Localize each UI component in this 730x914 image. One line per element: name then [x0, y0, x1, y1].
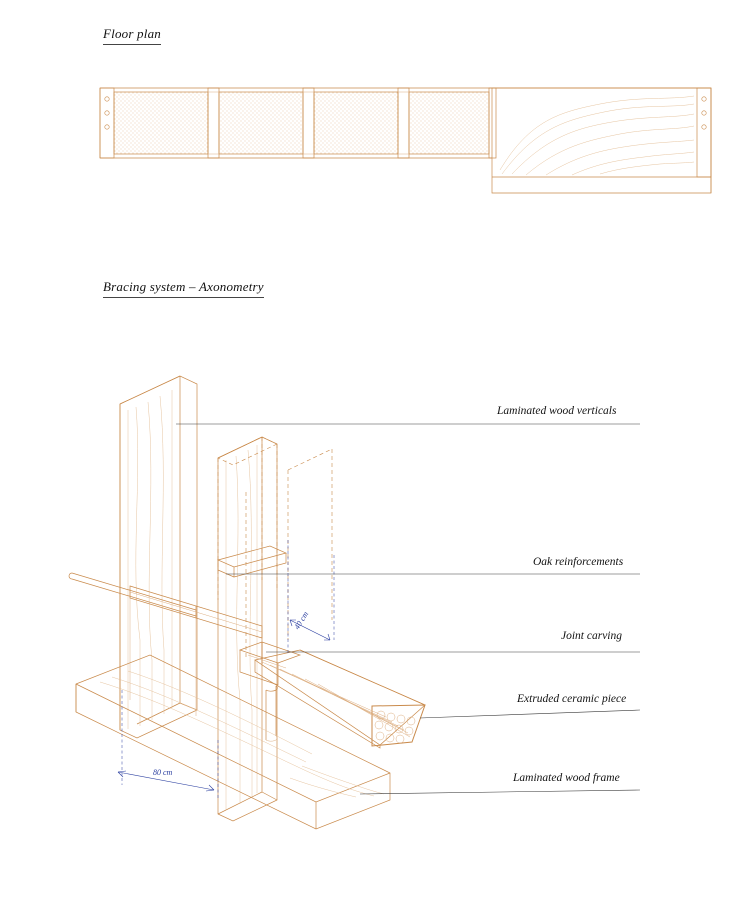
dimension-80cm: [118, 690, 218, 800]
dimension-label-80cm: 80 cm: [153, 768, 173, 777]
callout-laminated-wood-frame: Laminated wood frame: [513, 772, 620, 784]
callout-laminated-wood-verticals: Laminated wood verticals: [497, 405, 617, 417]
laminated-wood-frame-base: [76, 655, 390, 829]
ghost-vertical-dashed: [218, 437, 277, 600]
axonometry-drawing: [69, 376, 640, 829]
dowel-pin: [266, 686, 277, 741]
floor-plan-drawing: [100, 88, 711, 193]
callout-joint-carving: Joint carving: [561, 630, 622, 642]
extruded-ceramic-piece: [255, 650, 425, 748]
panel-top-ledge: [218, 546, 286, 577]
callout-leaders: [176, 424, 640, 794]
laminated-wood-vertical-front: [218, 437, 277, 821]
oak-reinforcement-left: [69, 573, 196, 716]
dimension-40cm: [288, 540, 334, 655]
dimension-label-40cm: 40 cm: [292, 609, 311, 631]
page-title-floor-plan: Floor plan: [103, 26, 161, 45]
joint-carving: [240, 642, 300, 685]
callout-oak-reinforcements: Oak reinforcements: [533, 556, 624, 568]
page-title-bracing-axonometry: Bracing system – Axonometry: [103, 279, 264, 298]
callout-extruded-ceramic-piece: Extruded ceramic piece: [517, 693, 627, 705]
